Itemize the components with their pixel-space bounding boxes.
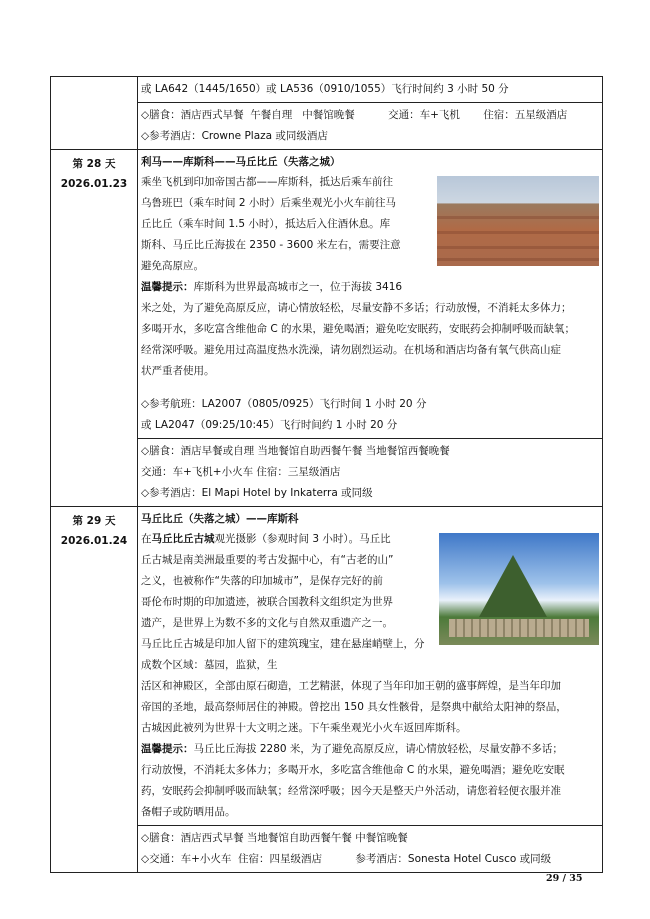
desc-bold: 马丘比丘古城 [151, 533, 215, 545]
table-row [51, 150, 603, 439]
day-29-content [138, 507, 603, 826]
hotel-line: ◇参考酒店：Crowne Plaza 或同级酒店 [141, 130, 328, 142]
day-29-meals [138, 826, 603, 873]
desc-line: 哥伦布时期的印加遗迹，被联合国教科文组织定为世界 [141, 596, 393, 608]
tip-line: 状严重者使用。 [141, 365, 215, 377]
table-row [51, 77, 603, 103]
transport-line: 交通：车+飞机+小火车 住宿：三星级酒店 [141, 466, 341, 478]
day-title: 马丘比丘（失落之城）——库斯科 [141, 513, 299, 525]
cusco-city-photo [437, 176, 599, 266]
tip-first: 马丘比丘海拔 2280 米，为了避免高原反应，请心情放轻松，尽量安静不多话； [193, 743, 563, 755]
day-label: 第 28 天 [72, 158, 116, 170]
day-cell-empty [51, 77, 138, 150]
flight-cell [138, 77, 603, 103]
day-label: 第 29 天 [72, 515, 116, 527]
tip-line: 行动放慢，不消耗太多体力；多喝开水，多吃富含维他命 C 的水果，避免喝酒；避免吃安眠 [141, 764, 565, 776]
tip-line: 备帽子或防晒用品。 [141, 806, 236, 818]
day-28-meals [138, 439, 603, 507]
desc-line: 丘古城是南美洲最重要的考古发掘中心，有“古老的山” [141, 554, 394, 566]
day-title: 利马——库斯科——马丘比丘（失落之城） [141, 156, 341, 168]
desc-line: 丘比丘（乘车时间 1.5 小时），抵达后入住酒休息。库 [141, 218, 391, 230]
hotel-line: ◇参考酒店：El Mapi Hotel by Inkaterra 或同级 [141, 487, 373, 499]
tip-first: 库斯科为世界最高城市之一，位于海拔 3416 [193, 281, 403, 293]
day-29-cell [51, 507, 138, 873]
desc-line: 斯科、马丘比丘海拔在 2350 - 3600 米左右，需要注意 [141, 239, 401, 251]
desc-line: 避免高原应。 [141, 260, 204, 272]
day-28-cell [51, 150, 138, 507]
meals-line: ◇膳食：酒店西式早餐 当地餐馆自助西餐午餐 中餐馆晚餐 [141, 832, 408, 844]
flight-line: ◇参考航班：LA2007（0805/0925）飞行时间 1 小时 20 分 [141, 398, 427, 410]
desc-line: 乘坐飞机到印加帝国古都——库斯科，抵达后乘车前往 [141, 176, 393, 188]
machu-picchu-photo [439, 533, 599, 645]
day-date: 2026.01.24 [60, 535, 128, 547]
meals-line: ◇膳食：酒店早餐或自理 当地餐馆自助西餐午餐 当地餐馆西餐晚餐 [141, 445, 450, 457]
tip-line: 经常深呼吸。避免用过高温度热水洗澡，请勿剧烈运动。在机场和酒店均备有氧气供高山症 [141, 344, 561, 356]
desc-line: 活区和神殿区，全部由原石砌造，工艺精湛，体现了当年印加王朝的盛事辉煌，是当年印加 [141, 680, 561, 692]
meals-cell [138, 103, 603, 150]
transport-line: ◇交通：车+小火车 住宿：四星级酒店 参考酒店：Sonesta Hotel Cusco 或同级 [141, 853, 552, 865]
flight-line: 或 LA2047（09:25/10:45）飞行时间约 1 小时 20 分 [141, 419, 398, 431]
desc-line: 古城因此被列为世界十大文明之迷。下午乘坐观光小火车返回库斯科。 [141, 722, 467, 734]
page-number: 29 / 35 [546, 873, 583, 884]
tip-line: 药，安眠药会抑制呼吸而缺氧；经常深呼吸；因今天是整天户外活动，请您着轻便衣服并准 [141, 785, 561, 797]
tip-line [141, 739, 599, 760]
desc-prefix: 在 [141, 533, 152, 545]
desc-line: 乌鲁班巴（乘车时间 2 小时）后乘坐观光小火车前往马 [141, 197, 396, 209]
tip-line: 多喝开水，多吃富含维他命 C 的水果，避免喝酒；避免吃安眠药，安眠药会抑制呼吸而缺氧； [141, 323, 576, 335]
tip-line [141, 277, 599, 298]
desc-line: 马丘比丘古城是印加人留下的建筑瑰宝，建在悬崖峭壁上，分成数个区域：墓园，监狱，生 [141, 638, 425, 671]
desc-line: 遗产，是世界上为数不多的文化与自然双重遗产之一。 [141, 617, 393, 629]
desc-line: 帝国的圣地，最高祭师居住的神殿。曾挖出 150 具女性骸骨，是祭典中献给太阳神的祭品， [141, 701, 567, 713]
tip-label: 温馨提示： [141, 743, 194, 755]
itinerary-table [50, 76, 603, 873]
day-date: 2026.01.23 [60, 178, 128, 190]
desc-rest: 观光摄影（参观时间 3 小时）。马丘比 [214, 533, 391, 545]
flight-line: 或 LA642（1445/1650）或 LA536（0910/1055）飞行时间约 3 小时 50 分 [141, 83, 509, 95]
tip-label: 温馨提示： [141, 281, 194, 293]
meals-line: ◇膳食：酒店西式早餐 午餐自理 中餐馆晚餐 交通：车+飞机 住宿：五星级酒店 [141, 109, 568, 121]
table-row [51, 507, 603, 826]
day-28-content [138, 150, 603, 439]
desc-line: 之义，也被称作“失落的印加城市”，是保存完好的前 [141, 575, 383, 587]
tip-line: 米之处，为了避免高原反应，请心情放轻松，尽量安静不多话；行动放慢，不消耗太多体力； [141, 302, 572, 314]
